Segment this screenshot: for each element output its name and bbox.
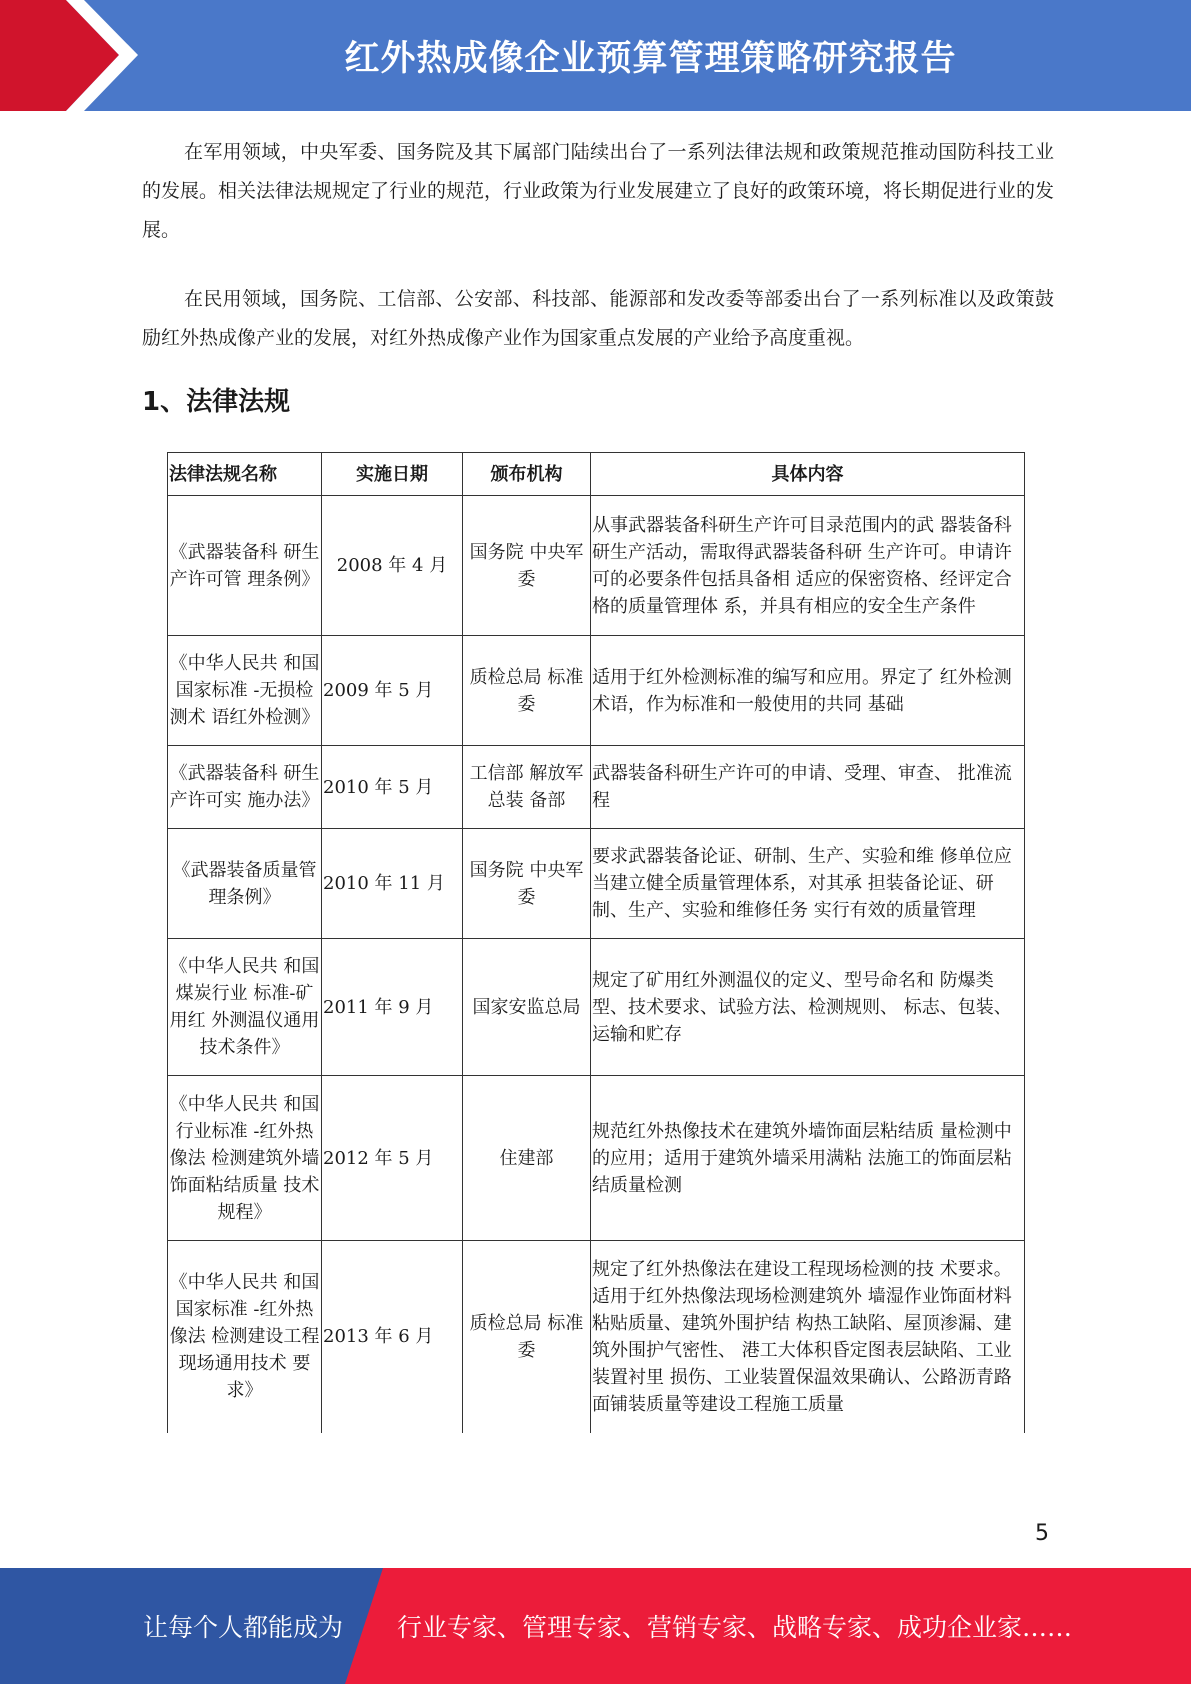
agency-cell: 住建部 xyxy=(463,1076,591,1241)
date-cell: 2008 年 4 月 xyxy=(322,496,463,636)
footer-slogan-right: 行业专家、管理专家、营销专家、战略专家、成功企业家…… xyxy=(397,1613,1073,1642)
date-cell: 2009 年 5 月 xyxy=(322,636,463,746)
content-cell: 规范红外热像技术在建筑外墙饰面层粘结质 量检测中的应用；适用于建筑外墙采用满粘 法施工的饰面层粘结质量检测 xyxy=(591,1076,1025,1241)
table-row xyxy=(168,746,1025,829)
table-row xyxy=(168,1241,1025,1433)
agency-cell: 国务院 中央军委 xyxy=(463,829,591,939)
content-cell: 从事武器装备科研生产许可目录范围内的武 器装备科研生产活动，需取得武器装备科研 生产许可。申请许可的必要条件包括具备相 适应的保密资格、经评定合格的质量管理体 系，并具有相应的安全生产条件 xyxy=(591,496,1025,636)
table-row xyxy=(168,496,1025,636)
law-name-cell: 《武器装备科 研生产许可实 施办法》 xyxy=(168,746,322,829)
content-cell: 武器装备科研生产许可的申请、受理、审查、 批准流程 xyxy=(591,746,1025,829)
agency-cell: 国务院 中央军委 xyxy=(463,496,591,636)
page-number: 5 xyxy=(1035,1521,1049,1546)
paragraph-military: 在军用领域，中央军委、国务院及其下属部门陆续出台了一系列法律法规和政策规范推动国防科技工业的发展。相关法律法规规定了行业的规范，行业政策为行业发展建立了良好的政策环境，将长期促进行业的发展。 xyxy=(142,141,1055,241)
agency-cell: 质检总局 标准委 xyxy=(463,1241,591,1433)
content-cell: 适用于红外检测标准的编写和应用。界定了 红外检测术语，作为标准和一般使用的共同 基础 xyxy=(591,636,1025,746)
column-header: 实施日期 xyxy=(322,453,463,496)
table-row xyxy=(168,829,1025,939)
agency-cell: 国家安监总局 xyxy=(463,939,591,1076)
footer-slogan-left: 让每个人都能成为 xyxy=(143,1613,344,1642)
paragraph-civil: 在民用领域，国务院、工信部、公安部、科技部、能源部和发改委等部委出台了一系列标准以及政策鼓励红外热成像产业的发展，对红外热成像产业作为国家重点发展的产业给予高度重视。 xyxy=(142,288,1054,349)
column-header: 法律法规名称 xyxy=(168,453,322,496)
page-footer xyxy=(0,1568,1191,1684)
page-header xyxy=(0,0,1191,111)
date-cell: 2012 年 5 月 xyxy=(322,1076,463,1241)
red-chevron-icon xyxy=(0,0,160,111)
law-name-cell: 《中华人民共 和国国家标准 -红外热像法 检测建设工程 现场通用技术 要求》 xyxy=(168,1241,322,1433)
content-cell: 规定了矿用红外测温仪的定义、型号命名和 防爆类型、技术要求、试验方法、检测规则、 标志、包装、运输和贮存 xyxy=(591,939,1025,1076)
content-cell: 要求武器装备论证、研制、生产、实验和维 修单位应当建立健全质量管理体系，对其承 担装备论证、研制、生产、实验和维修任务 实行有效的质量管理 xyxy=(591,829,1025,939)
date-cell: 2010 年 5 月 xyxy=(322,746,463,829)
law-name-cell: 《武器装备科 研生产许可管 理条例》 xyxy=(168,496,322,636)
law-name-cell: 《中华人民共 和国煤炭行业 标准-矿用红 外测温仪通用 技术条件》 xyxy=(168,939,322,1076)
section-heading: 1、法律法规 xyxy=(142,387,291,417)
report-title: 红外热成像企业预算管理策略研究报告 xyxy=(344,38,957,79)
law-name-cell: 《武器装备质量管理条例》 xyxy=(168,829,322,939)
agency-cell: 质检总局 标准委 xyxy=(463,636,591,746)
content-cell: 规定了红外热像法在建设工程现场检测的技 术要求。适用于红外热像法现场检测建筑外 墙湿作业饰面材料粘贴质量、建筑外围护结 构热工缺陷、屋顶渗漏、建筑外围护气密性、 港工大体积昏定图表层缺陷、工业装置衬里 损伤、工业装置保温效果确认、公路沥青路 面铺装质量等建设工程施工质量 xyxy=(591,1241,1025,1433)
column-header: 颁布机构 xyxy=(463,453,591,496)
law-name-cell: 《中华人民共 和国国家标准 -无损检测术 语红外检测》 xyxy=(168,636,322,746)
laws-table xyxy=(167,452,1025,1433)
table-row xyxy=(168,636,1025,746)
date-cell: 2013 年 6 月 xyxy=(322,1241,463,1433)
table-row xyxy=(168,1076,1025,1241)
date-cell: 2010 年 11 月 xyxy=(322,829,463,939)
table-header-row xyxy=(168,453,1025,496)
agency-cell: 工信部 解放军总装 备部 xyxy=(463,746,591,829)
table-row xyxy=(168,939,1025,1076)
date-cell: 2011 年 9 月 xyxy=(322,939,463,1076)
law-name-cell: 《中华人民共 和国行业标准 -红外热像法 检测建筑外墙 饰面粘结质量 技术规程》 xyxy=(168,1076,322,1241)
column-header: 具体内容 xyxy=(591,453,1025,496)
